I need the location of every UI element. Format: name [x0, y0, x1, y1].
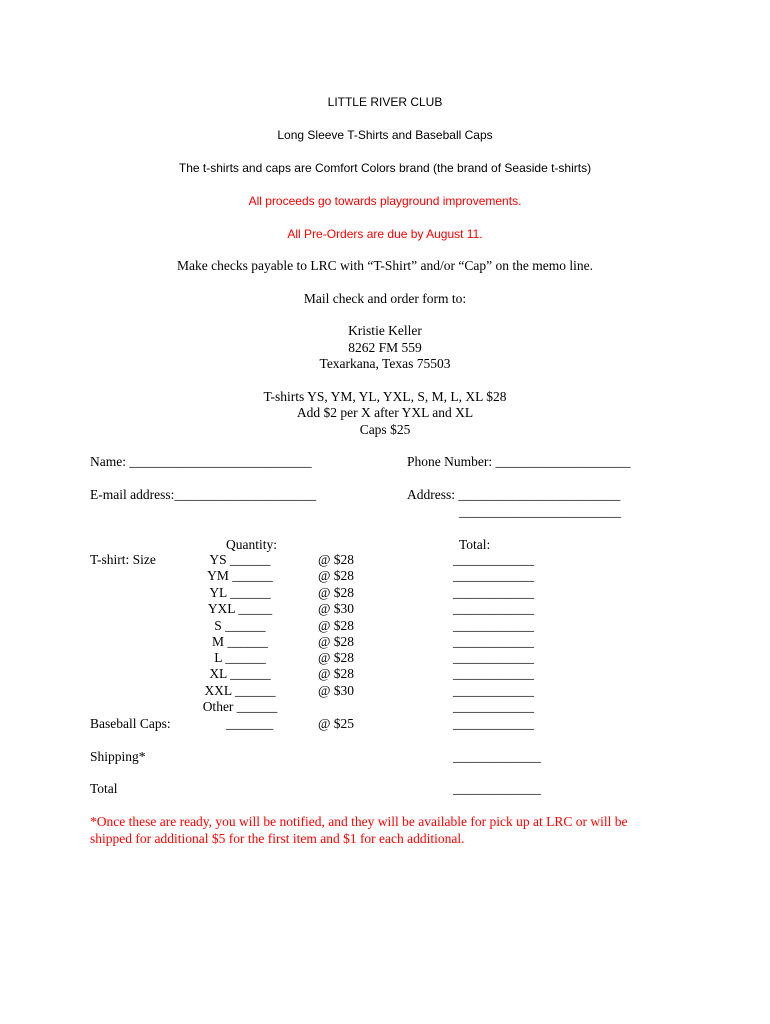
baseball-caps-label: Baseball Caps:: [90, 716, 171, 731]
size-price-ym: @ $28: [318, 568, 355, 583]
size-total-xl[interactable]: ____________: [453, 666, 534, 681]
size-qty-other[interactable]: Other ______: [202, 699, 278, 714]
quantity-header: Quantity:: [226, 537, 277, 552]
size-total-s[interactable]: ____________: [453, 618, 534, 633]
size-price-xl: @ $28: [318, 666, 355, 681]
pricing-line-caps: Caps $25: [359, 422, 411, 437]
size-price-xxl: @ $30: [318, 683, 355, 698]
shipping-blank[interactable]: _____________: [453, 749, 541, 764]
size-qty-ym[interactable]: YM ______: [207, 568, 273, 583]
total-header: Total:: [459, 537, 491, 552]
mail-address-name: Kristie Keller: [348, 323, 422, 338]
footnote-line-2: shipped for additional $5 for the first item and $1 for each additional.: [90, 831, 465, 846]
size-price-m: @ $28: [318, 634, 355, 649]
grand-total-blank[interactable]: _____________: [453, 781, 541, 796]
size-price-s: @ $28: [318, 618, 355, 633]
size-total-yl[interactable]: ____________: [453, 585, 534, 600]
address-field-line2[interactable]: ________________________: [459, 504, 621, 519]
size-qty-xl[interactable]: XL ______: [209, 666, 271, 681]
size-qty-xxl[interactable]: XXL ______: [204, 683, 276, 698]
size-price-yl: @ $28: [318, 585, 355, 600]
size-qty-m[interactable]: M ______: [212, 634, 268, 649]
mail-instruction: Mail check and order form to:: [303, 291, 467, 306]
size-qty-yl[interactable]: YL ______: [209, 585, 271, 600]
club-title: LITTLE RIVER CLUB: [327, 95, 443, 109]
size-total-xxl[interactable]: ____________: [453, 683, 534, 698]
size-total-l[interactable]: ____________: [453, 650, 534, 665]
tshirt-size-label: T-shirt: Size: [90, 552, 156, 567]
size-price-yxl: @ $30: [318, 601, 355, 616]
footnote-line-1: *Once these are ready, you will be notified, and they will be available for pick up at LRC or will be: [90, 814, 628, 829]
phone-field[interactable]: Phone Number: ____________________: [407, 454, 631, 469]
shipping-label: Shipping*: [90, 749, 146, 764]
size-qty-ys[interactable]: YS ______: [209, 552, 271, 567]
size-total-other[interactable]: ____________: [453, 699, 534, 714]
size-qty-l[interactable]: L ______: [214, 650, 266, 665]
pricing-line-tshirts: T-shirts YS, YM, YL, YXL, S, M, L, XL $28: [263, 389, 507, 404]
size-total-yxl[interactable]: ____________: [453, 601, 534, 616]
due-date-note: All Pre-Orders are due by August 11.: [287, 227, 483, 241]
caps-price: @ $25: [318, 716, 355, 731]
mail-address-street: 8262 FM 559: [348, 340, 422, 355]
mail-address-city: Texarkana, Texas 75503: [319, 356, 451, 371]
size-qty-s[interactable]: S ______: [214, 618, 266, 633]
checks-instruction: Make checks payable to LRC with “T-Shirt” and/or “Cap” on the memo line.: [176, 258, 593, 273]
caps-qty[interactable]: _______: [226, 716, 274, 731]
form-subtitle: Long Sleeve T-Shirts and Baseball Caps: [277, 128, 493, 142]
total-label: Total: [90, 781, 118, 796]
address-field[interactable]: Address: ________________________: [407, 487, 621, 502]
size-total-ys[interactable]: ____________: [453, 552, 534, 567]
caps-total[interactable]: ____________: [453, 716, 534, 731]
size-qty-yxl[interactable]: YXL _____: [207, 601, 273, 616]
email-field[interactable]: E-mail address:_____________________: [90, 487, 317, 502]
size-price-l: @ $28: [318, 650, 355, 665]
size-total-ym[interactable]: ____________: [453, 568, 534, 583]
name-field[interactable]: Name: ___________________________: [90, 454, 312, 469]
pricing-line-extra: Add $2 per X after YXL and XL: [296, 405, 474, 420]
brand-note: The t-shirts and caps are Comfort Colors brand (the brand of Seaside t-shirts): [178, 161, 592, 175]
size-price-ys: @ $28: [318, 552, 355, 567]
proceeds-note: All proceeds go towards playground improvements.: [248, 194, 522, 208]
size-total-m[interactable]: ____________: [453, 634, 534, 649]
